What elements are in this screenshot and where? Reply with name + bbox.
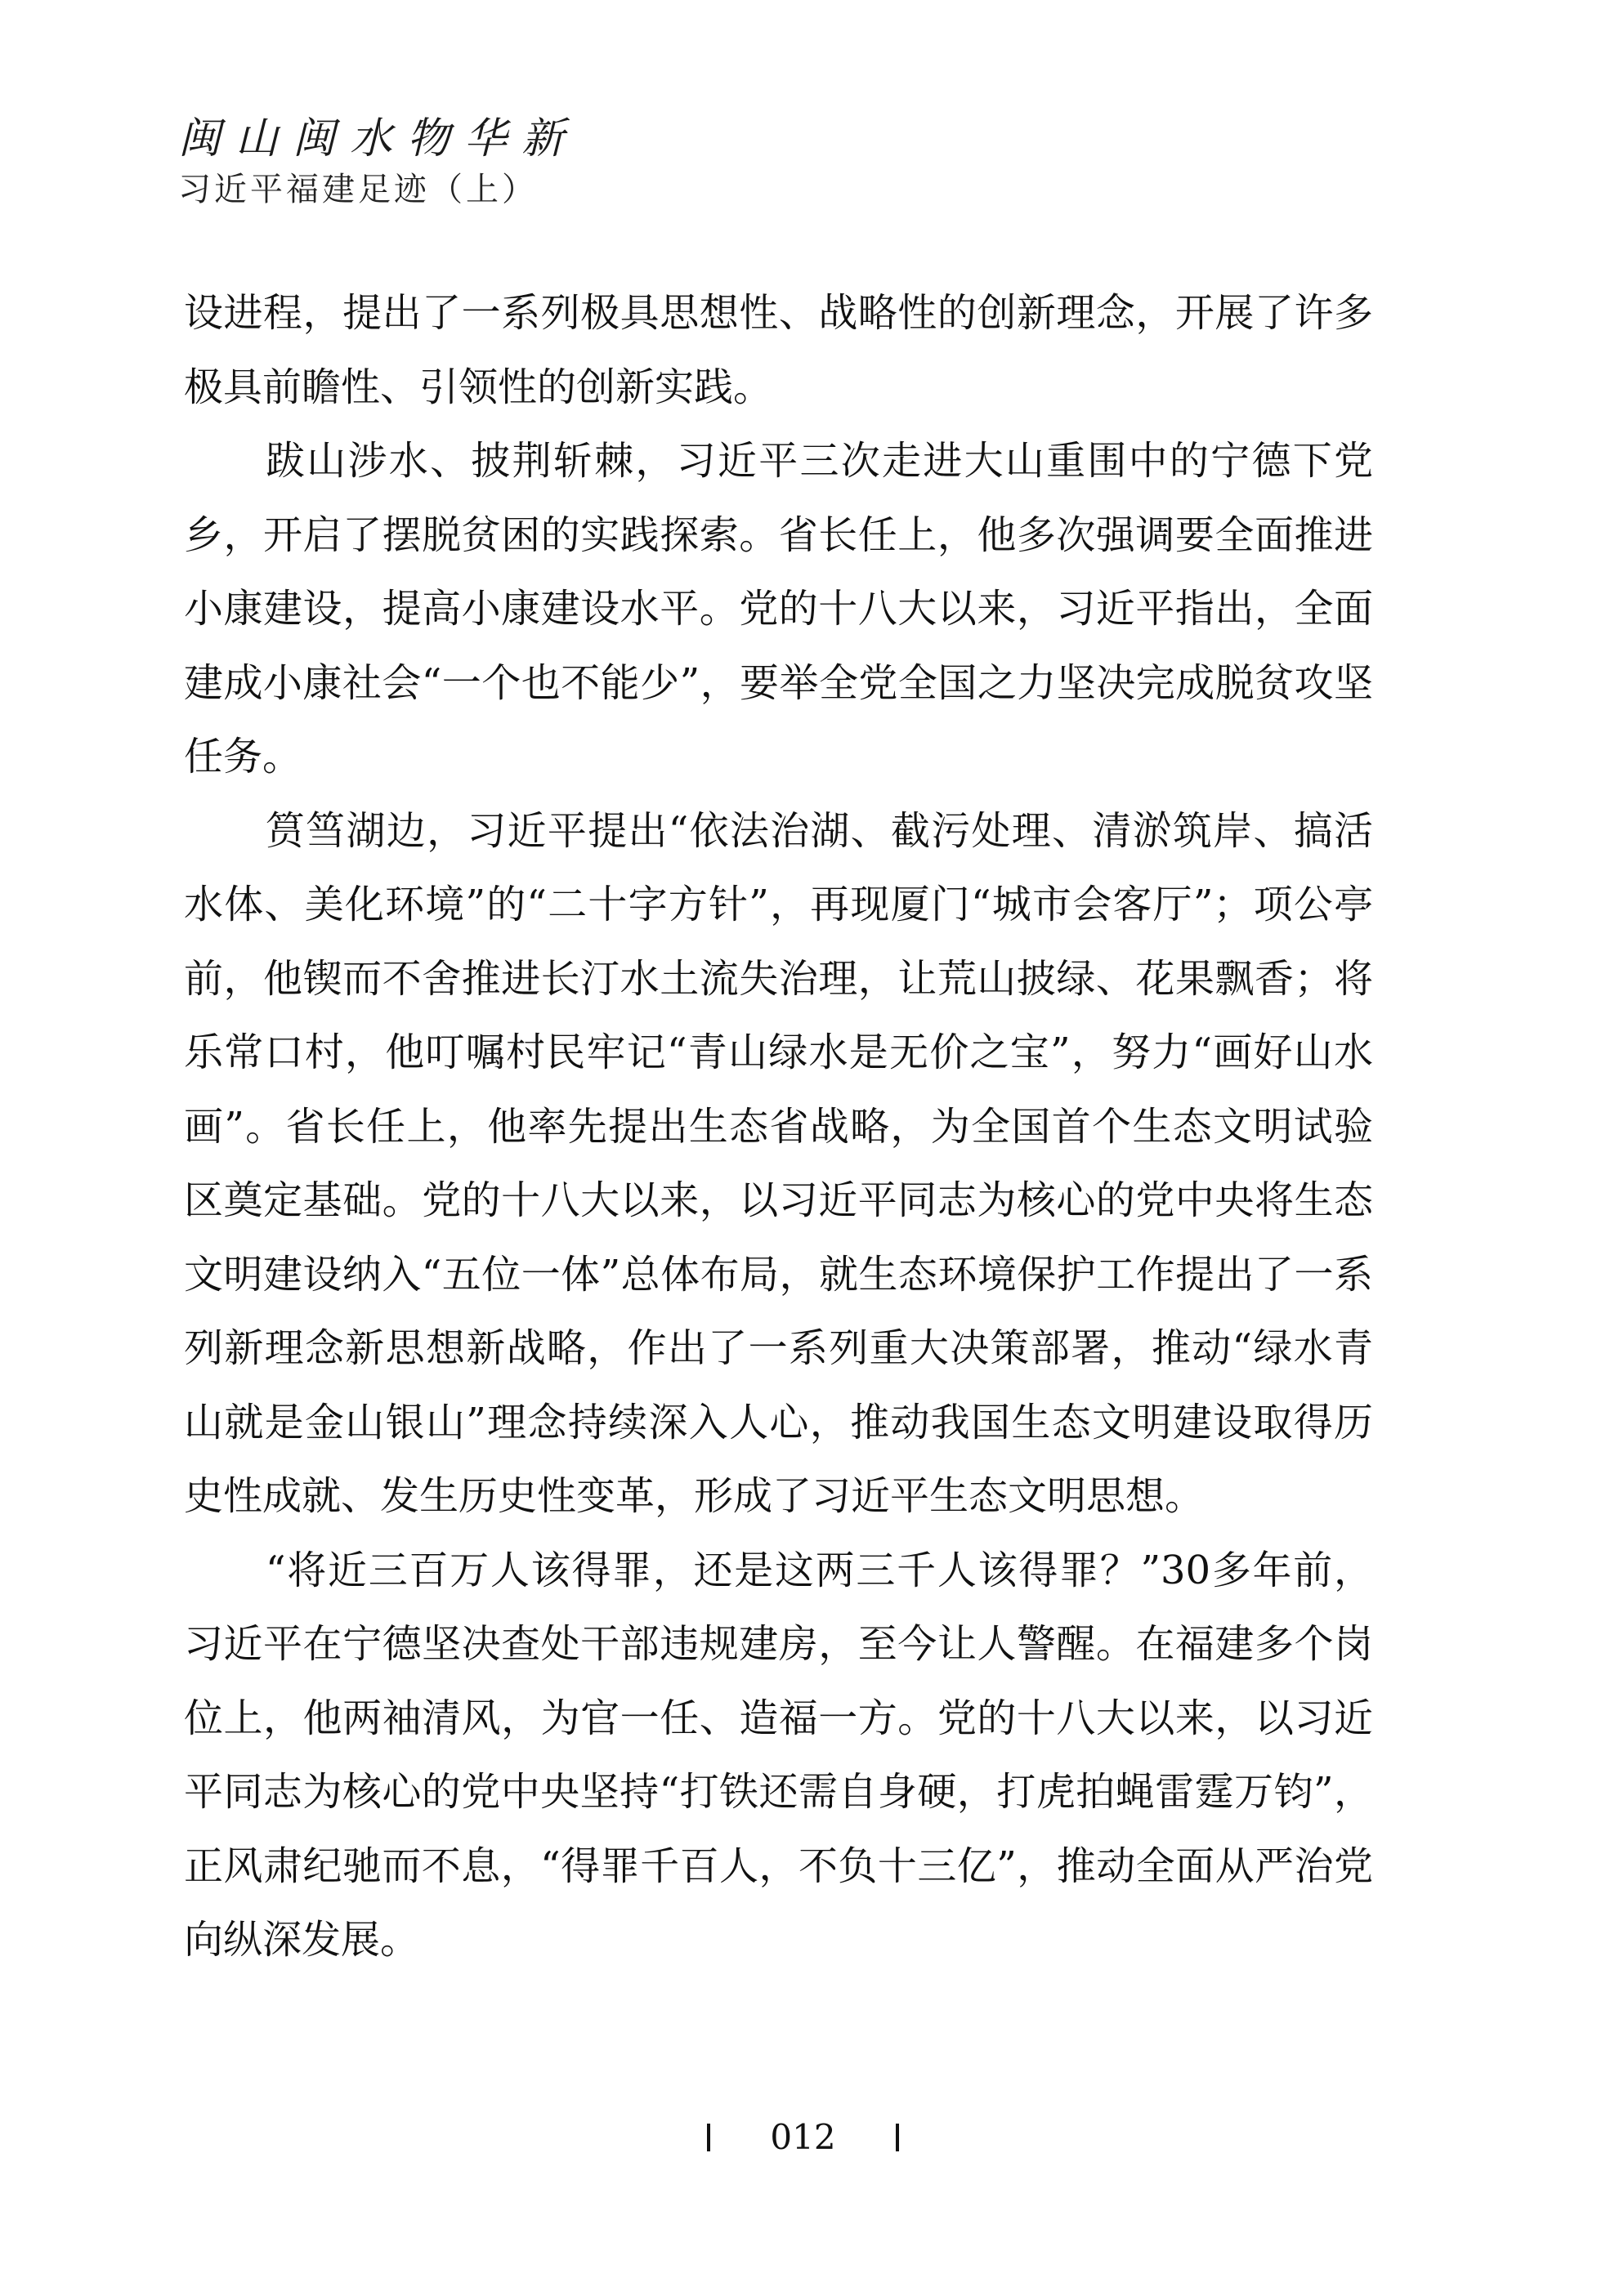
paragraph-4: “将近三百万人该得罪，还是这两三千人该得罪？”30多年前，习近平在宁德坚决查处干部违规建房，至今让人警醒。在福建多个岗位上，他两袖清风，为官一任、造福一方。党的十八大以来，以习近平同志为核心的党中央坚持“打铁还需自身硬，打虎拍蝇雷霆万钧”，正风肃纪驰而不息，“得罪千百人，不负十三亿”，推动全面从严治党向纵深发展。 [184, 1547, 1373, 1963]
book-title: 闽山闽水物华新 [178, 114, 579, 163]
book-subtitle: 习近平福建足迹（上） [178, 171, 538, 208]
body-text [184, 276, 1373, 1977]
paragraph-2: 跋山涉水、披荆斩棘，习近平三次走进大山重围中的宁德下党乡，开启了摆脱贫困的实践探索。省长任上，他多次强调要全面推进小康建设，提高小康建设水平。党的十八大以来，习近平指出，全面建成小康社会“一个也不能少”，要举全党全国之力坚决完成脱贫攻坚任务。 [184, 438, 1373, 779]
folio-bar-right [896, 2124, 899, 2151]
running-head [178, 113, 579, 211]
folio-bar-left [707, 2124, 710, 2151]
paragraph-1: 设进程，提出了一系列极具思想性、战略性的创新理念，开展了许多极具前瞻性、引领性的创新实践。 [184, 290, 1373, 410]
page-number: 012 [770, 2117, 836, 2157]
page-footer [0, 2112, 1606, 2160]
paragraph-3: 筼筜湖边，习近平提出“依法治湖、截污处理、清淤筑岸、搞活水体、美化环境”的“二十字方针”，再现厦门“城市会客厅”；项公亭前，他锲而不舍推进长汀水土流失治理，让荒山披绿、花果飘香；将乐常口村，他叮嘱村民牢记“青山绿水是无价之宝”，努力“画好山水画”。省长任上，他率先提出生态省战略，为全国首个生态文明试验区奠定基础。党的十八大以来，以习近平同志为核心的党中央将生态文明建设纳入“五位一体”总体布局，就生态环境保护工作提出了一系列新理念新思想新战略，作出了一系列重大决策部署，推动“绿水青山就是金山银山”理念持续深入人心，推动我国生态文明建设取得历史性成就、发生历史性变革，形成了习近平生态文明思想。 [184, 807, 1373, 1519]
